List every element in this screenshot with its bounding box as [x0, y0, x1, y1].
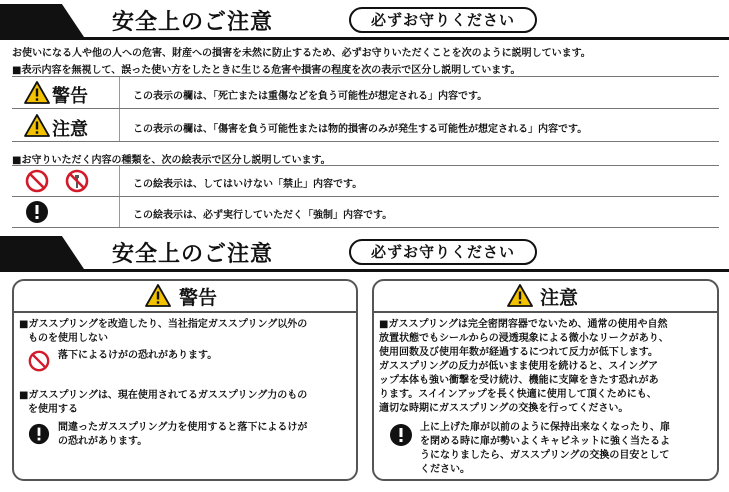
- header-tab-decoration: [0, 4, 86, 40]
- caution-box-title: 注意: [540, 287, 579, 309]
- column-divider: [119, 77, 120, 108]
- caution-item1-line: 適切な時期にガススプリングの交換を行ってください。: [379, 403, 629, 414]
- must-follow-badge: 必ずお守りください: [349, 7, 537, 33]
- warning-triangle-icon: [507, 284, 533, 307]
- warning-item1-line: ものを使用しない: [28, 333, 108, 344]
- severity-desc-caution: この表示の欄は、「傷害を負う可能性または物的損害のみが発生する可能性が想定される」内容です。: [133, 124, 588, 135]
- intro-text: お使いになる人や他の人への危害、財産への損害を未然に防止するため、必ずお守りいただくことを次のように説明しています。: [12, 48, 591, 59]
- header-rule: [0, 37, 729, 40]
- table-bottom-rule: [12, 141, 719, 142]
- severity-label-caution: 注意: [52, 119, 88, 140]
- column-divider: [119, 197, 120, 227]
- mandatory-action-icon: [28, 423, 50, 445]
- table-bottom-rule: [12, 227, 719, 228]
- caution-item2-line: 上に上げた扉が以前のように保持出来なくなったり、扉: [420, 422, 670, 433]
- warning-item1-line: ■ガススプリングを改造したり、当社指定ガススプリング以外の: [19, 319, 308, 330]
- warning-box: [12, 279, 358, 481]
- symbols-intro-text: ■お守りいただく内容の種類を、次の絵表示で区分し説明しています。: [12, 155, 331, 166]
- warning-item2-note: 間違ったガススプリング力を使用すると落下によるけが: [58, 422, 308, 433]
- no-disassembly-icon: [65, 169, 89, 193]
- caution-item1-line: ります。スイインアップを長く快適に使用して頂くためにも、: [379, 389, 657, 400]
- severity-intro-text: ■表示内容を無視して、誤った使い方をしたときに生じる危害や損害の程度を次の表示で区分し説明しています。: [12, 65, 521, 76]
- warning-triangle-icon: [145, 284, 171, 307]
- caution-item1-line: ■ガススプリングは完全密閉容器でないため、通常の使用や自然: [379, 319, 668, 330]
- symbol-desc-prohibition: この絵表示は、してはいけない「禁止」内容です。: [133, 179, 363, 190]
- warning-box-title: 警告: [179, 287, 218, 309]
- warning-item2-line: を使用する: [28, 404, 78, 415]
- warning-triangle-icon: [24, 81, 50, 104]
- caution-item2-line: ください。: [420, 464, 470, 475]
- caution-item2-line: を閉める時に扉が勢いよくキャビネットに強く当たるよ: [420, 436, 670, 447]
- caution-item1-line: ガススプリングの反力が低いまま使用を続けると、スイングア: [379, 361, 658, 372]
- section-header: [0, 4, 729, 40]
- section-header: [0, 236, 729, 272]
- severity-desc-warning: この表示の欄は、「死亡または重傷などを負う可能性が想定される」内容です。: [133, 91, 488, 102]
- mandatory-action-icon: [25, 200, 49, 224]
- prohibition-icon: [25, 169, 49, 193]
- symbol-row-mandatory: [12, 196, 719, 227]
- caution-box: [372, 279, 719, 481]
- column-divider: [119, 166, 120, 196]
- must-follow-badge: 必ずお守りください: [349, 239, 537, 265]
- warning-item2-note: の恐れがあります。: [58, 436, 148, 447]
- header-rule: [0, 269, 729, 272]
- warning-box-header: [14, 281, 356, 313]
- severity-row-caution: [12, 108, 719, 141]
- header-tab-decoration: [0, 236, 86, 272]
- page-title: 安全上のご注意: [112, 10, 274, 35]
- caution-box-header: [374, 281, 717, 313]
- warning-item1-note: 落下によるけがの恐れがあります。: [58, 350, 218, 361]
- warning-triangle-icon: [24, 114, 50, 137]
- caution-item1-line: ップ本体も強い衝撃を受け続け、機能に支障をきたす恐れがあ: [379, 375, 659, 386]
- symbol-row-prohibition: [12, 165, 719, 196]
- severity-label-warning: 警告: [52, 86, 88, 107]
- symbol-desc-mandatory: この絵表示は、必ず実行していただく「強制」内容です。: [133, 210, 393, 221]
- severity-row-warning: [12, 76, 719, 108]
- section-title: 安全上のご注意: [112, 242, 274, 267]
- mandatory-action-icon: [389, 423, 413, 447]
- prohibition-icon: [28, 350, 50, 372]
- warning-item2-line: ■ガススプリングは、現在使用されてるガススプリング力のもの: [19, 390, 308, 401]
- caution-item1-line: 放置状態でもシールからの浸透現象による微小なリークがあり、: [379, 333, 669, 344]
- caution-item1-line: 使用回数及び使用年数が経過するにつれて反力が低下します。: [379, 347, 658, 358]
- caution-item2-line: うになりましたら、ガススプリングの交換の目安として: [420, 450, 670, 461]
- column-divider: [119, 109, 120, 141]
